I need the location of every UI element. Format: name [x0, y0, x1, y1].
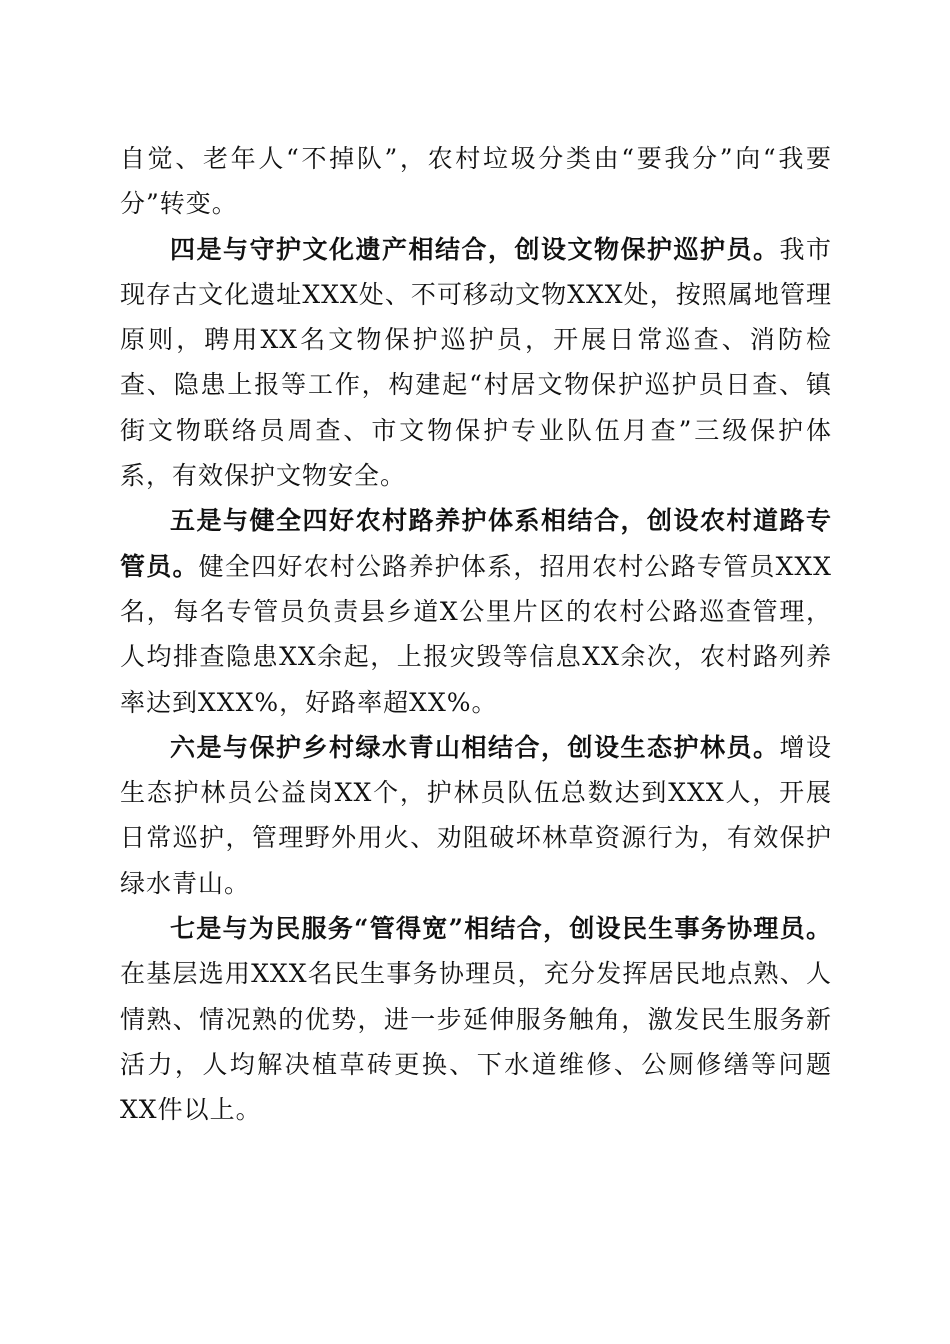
paragraph-heading: 五是与健全四好农村路养护体系相结合，创设农村道路专管员。 — [120, 506, 832, 581]
paragraph-livelihood-assistants — [120, 906, 832, 1132]
paragraph-text: 自觉、老年人“不掉队”，农村垃圾分类由“要我分”向“我要分”转变。 — [120, 144, 832, 219]
document-body — [120, 136, 832, 1133]
paragraph-rural-roads — [120, 498, 832, 724]
paragraph-heading: 四是与守护文化遗产相结合，创设文物保护巡护员。 — [170, 234, 780, 264]
paragraph-forest-rangers — [120, 725, 832, 906]
paragraph-text: 在基层选用XXX名民生事务协理员，充分发挥居民地点熟、人情熟、情况熟的优势，进一步延伸服务触角，激发民生服务新活力，人均解决植草砖更换、下水道维修、公厕修缮等问题XX件以上。 — [120, 959, 832, 1125]
paragraph-cultural-heritage — [120, 227, 832, 499]
paragraph-text: 我市现存古文化遗址XXX处、不可移动文物XXX处，按照属地管理原则，聘用XX名文物保护巡护员，开展日常巡查、消防检查、隐患上报等工作，构建起“村居文物保护巡护员日查、镇街文物联络员周查、市文物保护专业队伍月查”三级保护体系，有效保护文物安全。 — [120, 234, 832, 491]
paragraph-heading: 七是与为民服务“管得宽”相结合，创设民生事务协理员。 — [170, 914, 832, 944]
paragraph-continuation — [120, 136, 832, 227]
paragraph-text: 增设生态护林员公益岗XX个，护林员队伍总数达到XXX人，开展日常巡护，管理野外用火、劝阻破坏林草资源行为，有效保护绿水青山。 — [120, 732, 832, 898]
paragraph-heading: 六是与保护乡村绿水青山相结合，创设生态护林员。 — [170, 732, 780, 762]
paragraph-text: 健全四好农村公路养护体系，招用农村公路专管员XXX名，每名专管员负责县乡道X公里片区的农村公路巡查管理，人均排查隐患XX余起，上报灾毁等信息XX余次，农村路列养率达到XXX%，好路率超XX%。 — [120, 551, 832, 717]
